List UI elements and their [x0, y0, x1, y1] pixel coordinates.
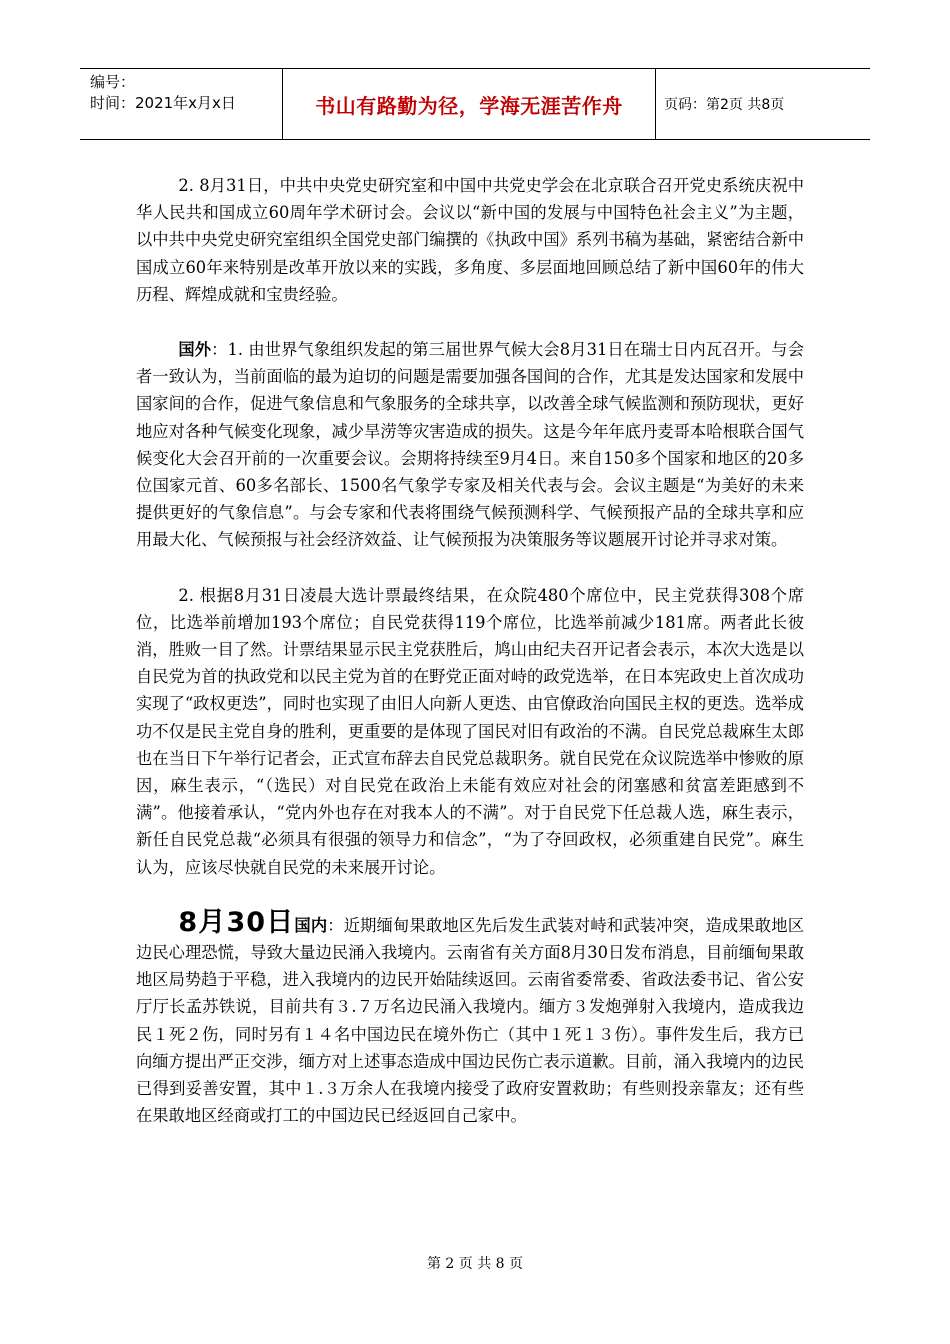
paragraph-japan-election: 2. 根据8月31日凌晨大选计票最终结果，在众院480个席位中，民主党获得308个席位，比选举前增加193个席位；自民党获得119个席位，比选举前减少181席。两者此长彼消，胜败一目了然。计票结果显示民主党获胜后，鸠山由纪夫召开记者会表示，本次大选是以自民党为首的执政党和以民主党为首的在野党正面对峙的政党选举，在日本宪政史上首次成功实现了“政权更迭”，同时也实现了由旧人向新人更迭、由官僚政治向国民主权的更迭。选举成功不仅是民主党自身的胜利，更重要的是体现了国民对旧有政治的不满。自民党总裁麻生太郎也在当日下午举行记者会，正式宣布辞去自民党总裁职务。就自民党在众议院选举中惨败的原因，麻生表示，“（选民）对自民党在政治上未能有效应对社会的闭塞感和贫富差距感到不满”。他接着承认，“党内外也存在对我本人的不满”。对于自民党下任总裁人选，麻生表示，新任自民党总裁“必须具有很强的领导力和信念”，“为了夺回政权，必须重建自民党”。麻生认为，应该尽快就自民党的未来展开讨论。 [136, 585, 804, 877]
date-heading: 8月30日 [178, 906, 295, 938]
paragraph-climate-conference [136, 336, 804, 554]
number-label: 编号： [90, 73, 136, 91]
paragraph-kokang [136, 906, 804, 1130]
foreign-label: 国外 [178, 340, 212, 360]
page-header [80, 68, 870, 140]
header-motto: 书山有路勤为径，学海无涯苦作舟 [315, 93, 623, 118]
header-meta [80, 69, 283, 139]
page-footer: 第 2 页 共 8 页 [426, 1256, 524, 1272]
header-page-info: 页码：第2页 共8页 [664, 97, 785, 113]
time-label: 时间：2021年x月x日 [90, 94, 236, 112]
document-body [136, 172, 804, 1158]
domestic-label: 国内 [294, 915, 328, 935]
paragraph-kokang-text: ：近期缅甸果敢地区先后发生武装对峙和武装冲突，造成果敢地区边民心理恐慌，导致大量边民涌入我境内。云南省有关方面8月30日发布消息，目前缅甸果敢地区局势趋于平稳，进入我境内的边民开始陆续返回。云南省委常委、省政法委书记、省公安厅厅长孟苏铁说，目前共有３.７万名边民涌入我境内。缅方３发炮弹射入我境内，造成我边民１死２伤，同时另有１４名中国边民在境外伤亡（其中１死１３伤）。事件发生后，我方已向缅方提出严正交涉，缅方对上述事态造成中国边民伤亡表示道歉。目前，涌入我境内的边民已得到妥善安置，其中１.３万余人在我境内接受了政府安置救助；有些则投亲靠友；还有些在果敢地区经商或打工的中国边民已经返回自己家中。 [136, 915, 804, 1126]
paragraph-climate-text: ：1. 由世界气象组织发起的第三届世界气候大会8月31日在瑞士日内瓦召开。与会者一致认为，当前面临的最为迫切的问题是需要加强各国间的合作，尤其是发达国家和发展中国家间的合作，促进气象信息和气象服务的全球共享，以改善全球气候监测和预防现状，更好地应对各种气候变化现象，减少旱涝等灾害造成的损失。这是今年年底丹麦哥本哈根联合国气候变化大会召开前的一次重要会议。会期将持续至9月4日。来自150多个国家和地区的20多位国家元首、60多名部长、1500名气象学专家及相关代表与会。会议主题是“为美好的未来提供更好的气象信息”。与会专家和代表将围绕气候预测科学、气候预报产品的全球共享和应用最大化、气候预报与社会经济效益、让气候预报为决策服务等议题展开讨论并寻求对策。 [136, 340, 804, 550]
header-motto-cell [283, 69, 656, 139]
paragraph-party-history: 2. 8月31日，中共中央党史研究室和中国中共党史学会在北京联合召开党史系统庆祝中华人民共和国成立60周年学术研讨会。会议以“新中国的发展与中国特色社会主义”为主题，以中共中央党史研究室组织全国党史部门编撰的《执政中国》系列书稿为基础，紧密结合新中国成立60年来特别是改革开放以来的实践，多角度、多层面地回顾总结了新中国60年的伟大历程、辉煌成就和宝贵经验。 [136, 176, 804, 304]
